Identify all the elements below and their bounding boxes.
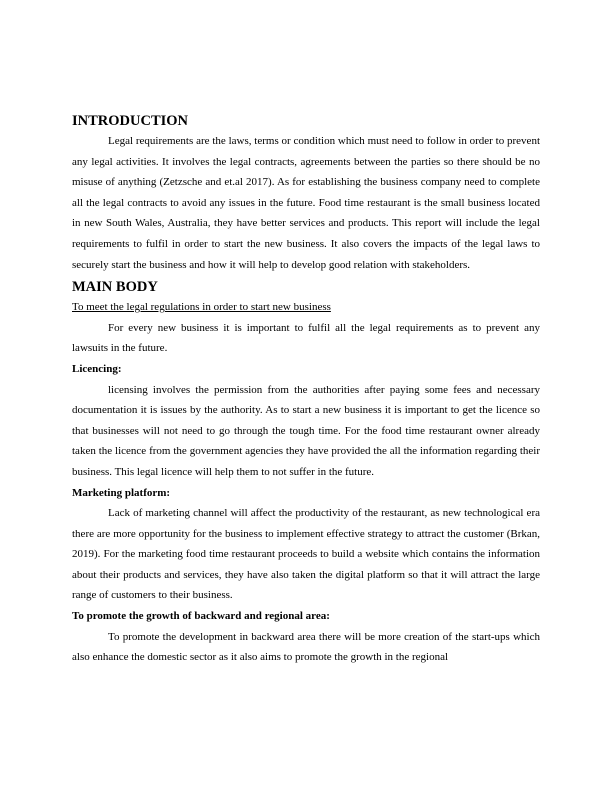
marketing-paragraph: Lack of marketing channel will affect the productivity of the restaurant, as new technological era there are more opportunity for the business to implement effective strategy to attract the customer (Brkan, 2019). For the marketing food time restaurant proceeds to build a website which contains the information about their products and services, they have also taken the digital platform so that it will attract the large range of customers to their business. <box>72 507 540 602</box>
main-body-heading: MAIN BODY <box>72 279 158 296</box>
marketing-heading: Marketing platform: <box>72 486 171 499</box>
regional-paragraph: To promote the development in backward area there will be more creation of the start-ups which also enhance the domestic sector as it also aims to promote the growth in the regional <box>72 630 540 664</box>
legal-regulations-subheading: To meet the legal regulations in order to start new business <box>72 301 331 314</box>
introduction-heading: INTRODUCTION <box>72 113 189 129</box>
licencing-paragraph: licensing involves the permission from the authorities after paying some fees and necessary documentation it is issues by the authority. As to start a new business it is important to get the licence so that businesses will not need to go through the tough time. For the food time restaurant owner already taken the licence from the government agencies they have provided the all the information regarding their business. This legal licence will help them to not suffer in the future. <box>72 383 540 478</box>
introduction-paragraph: Legal requirements are the laws, terms or condition which must need to follow in order to prevent any legal activities. It involves the legal contracts, agreements between the parties so there should be no misuse of anything (Zetzsche and et.al 2017). As for establishing the business company need to complete all the legal contracts to avoid any issues in the future. Food time restaurant is the small business located in new South Wales, Australia, they have better services and products. This report will include the legal requirements to fulfil in order to start the new business. It also covers the impacts of the legal laws to securely start the business and how it will help to develop good relation with stakeholders. <box>72 135 540 271</box>
document-page <box>72 111 540 668</box>
regional-heading: To promote the growth of backward and regional area: <box>72 610 330 623</box>
licencing-heading: Licencing: <box>72 362 122 375</box>
main-body-paragraph: For every new business it is important to fulfil all the legal requirements as to prevent any lawsuits in the future. <box>72 321 540 355</box>
